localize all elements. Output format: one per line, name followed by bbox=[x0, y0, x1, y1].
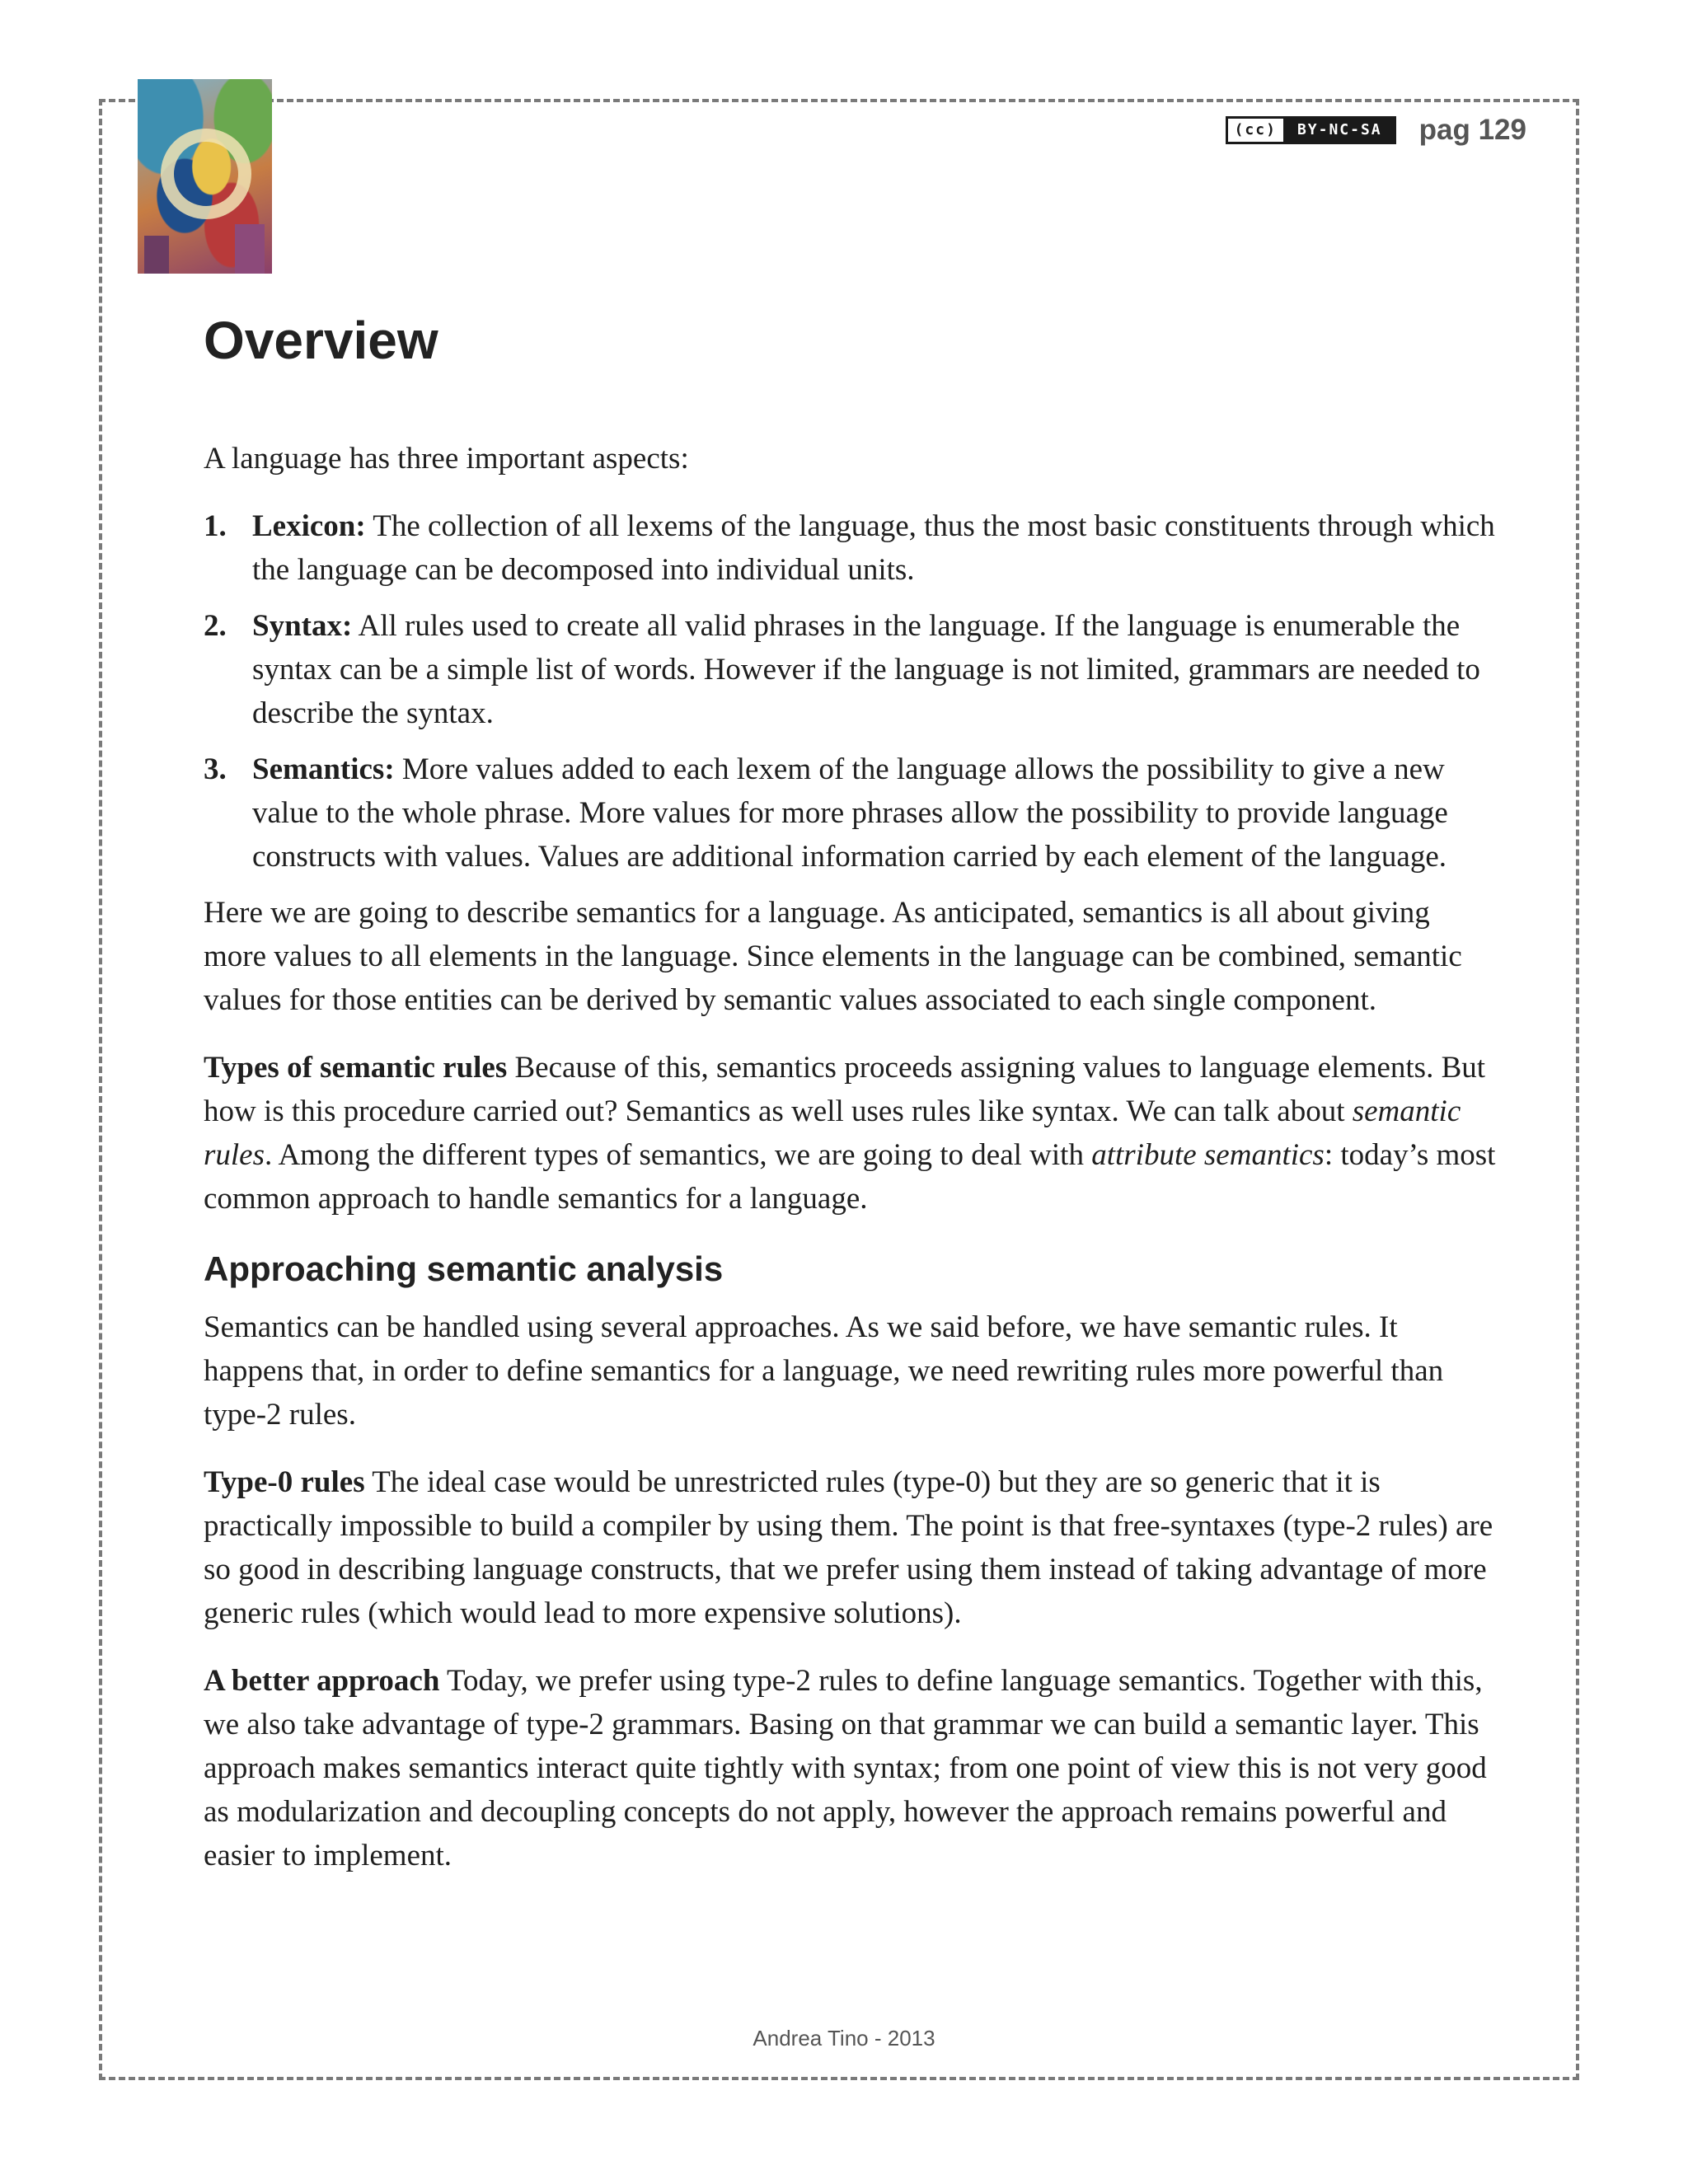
list-term: Semantics: bbox=[252, 752, 395, 786]
page-title: Overview bbox=[204, 311, 438, 370]
paragraph-text: . Among the different types of semantics, we are going to deal with bbox=[265, 1138, 1092, 1172]
section-heading: Approaching semantic analysis bbox=[204, 1249, 724, 1288]
list-item bbox=[204, 748, 1498, 879]
page-number: pag 129 bbox=[1418, 114, 1526, 146]
semantics-paragraph: Here we are going to describe semantics for a language. As anticipated, semantics is all about giving more values to all elements in the language. Since elements in the language can be combined, semantic values for those entities can be derived by semantic values associated to each single component. bbox=[204, 896, 1462, 1017]
list-text: More values added to each lexem of the language allows the possibility to give a new value to the whole phrase. More values for more phrases allow the possibility to provide language constructs with values. Values are additional information carried by each element of the language. bbox=[252, 752, 1448, 874]
cc-icon: (cc) bbox=[1228, 119, 1286, 142]
list-item bbox=[204, 604, 1498, 735]
license-type: BY-NC-SA bbox=[1286, 119, 1394, 142]
approaches-paragraph: Semantics can be handled using several approaches. As we said before, we have semantic rules. It happens that, in order to define semantics for a language, we need rewriting rules more powerful than type-2 rules. bbox=[204, 1310, 1444, 1432]
list-text: All rules used to create all valid phrases in the language. If the language is enumerable the syntax can be a simple list of words. However if the language is not limited, grammars are needed to describe the syntax. bbox=[252, 609, 1480, 730]
paragraph-lead: Types of semantic rules bbox=[204, 1051, 508, 1085]
better-approach-paragraph bbox=[204, 1659, 1498, 1877]
cover-building-shape bbox=[144, 236, 169, 274]
paragraph-text: : today’s most common approach to handle semantics for a language. bbox=[204, 1138, 1496, 1216]
list-number: 3. bbox=[204, 752, 227, 786]
paragraph-text: Today, we prefer using type-2 rules to define language semantics. Together with this, we also take advantage of type-2 grammars. Basing on that grammar we can build a semantic layer. This approach makes semantics interact quite tightly with syntax; from one point of view this is not very good as modularization and decoupling concepts do not apply, however the approach remains powerful and easier to implement. bbox=[204, 1664, 1487, 1872]
type0-paragraph bbox=[204, 1460, 1498, 1635]
intro-paragraph: A language has three important aspects: bbox=[204, 442, 689, 476]
cover-building-shape bbox=[235, 224, 265, 274]
list-number: 1. bbox=[204, 509, 227, 543]
list-item bbox=[204, 504, 1498, 592]
paragraph-text: Because of this, semantics proceeds assigning values to language elements. But how is this procedure carried out? Semantics as well uses rules like syntax. We can talk about bbox=[204, 1051, 1486, 1128]
list-term: Lexicon: bbox=[252, 509, 366, 543]
page-header bbox=[1226, 114, 1526, 147]
page-content bbox=[204, 303, 1498, 1901]
paragraph-lead: A better approach bbox=[204, 1664, 440, 1698]
paragraph-lead: Type-0 rules bbox=[204, 1465, 365, 1499]
paragraph-text: The ideal case would be unrestricted rules (type-0) but they are so generic that it is practically impossible to build a compiler by using them. The point is that free-syntaxes (type-2 rules) are so good in describing language constructs, that we prefer using them instead of taking advantage of more generic rules (which would lead to more expensive solutions). bbox=[204, 1465, 1493, 1630]
list-number: 2. bbox=[204, 609, 227, 643]
types-paragraph bbox=[204, 1046, 1498, 1221]
aspects-list bbox=[204, 504, 1498, 879]
emphasis-term: semantic rules bbox=[204, 1094, 1461, 1172]
list-text: The collection of all lexems of the language, thus the most basic constituents through which the language can be decomposed into individual units. bbox=[252, 509, 1495, 587]
cover-swirl-shape bbox=[161, 129, 251, 219]
list-term: Syntax: bbox=[252, 609, 353, 643]
cover-thumbnail-image bbox=[138, 79, 272, 274]
emphasis-term: attribute semantics bbox=[1091, 1138, 1325, 1172]
license-badge bbox=[1226, 116, 1396, 144]
page-footer: Andrea Tino - 2013 bbox=[753, 2026, 935, 2050]
